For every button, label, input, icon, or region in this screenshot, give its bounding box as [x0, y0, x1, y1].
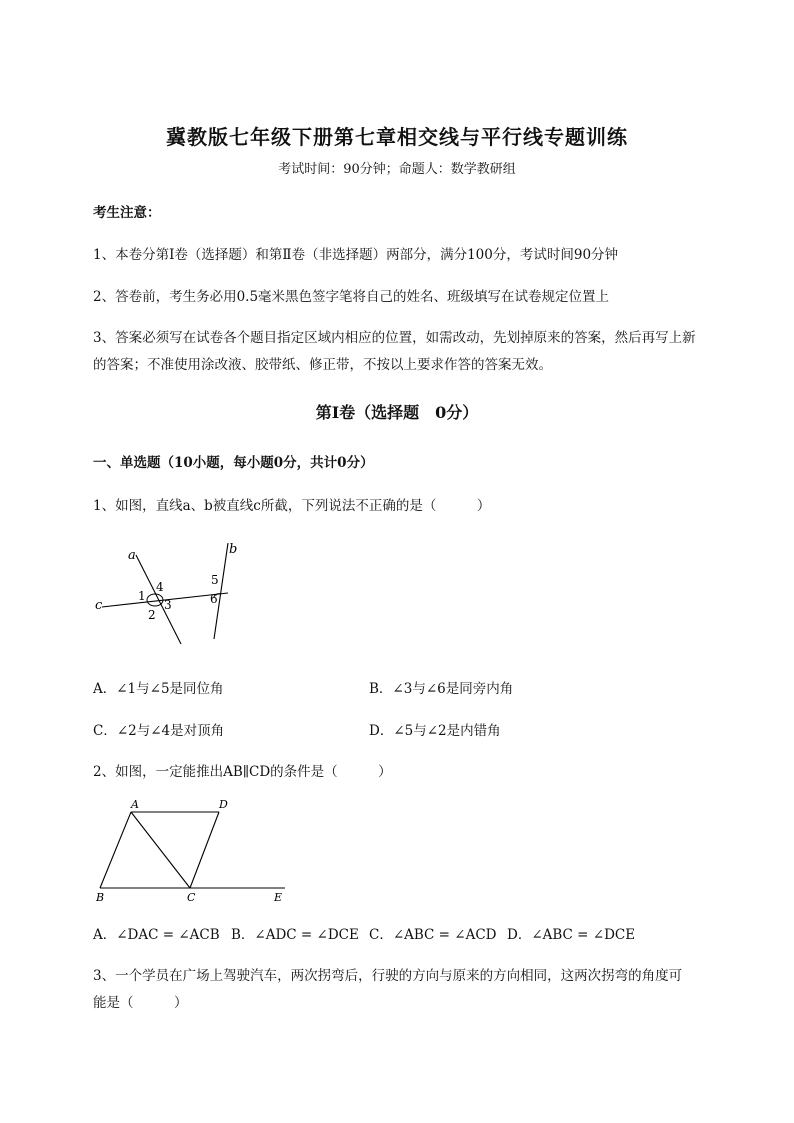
label-line-c: c: [95, 598, 103, 613]
label-angle-5: 5: [211, 573, 219, 587]
question-1-figure: [90, 538, 260, 648]
label-angle-4: 4: [156, 580, 164, 594]
label-angle-3: 3: [164, 598, 172, 612]
question-1-stem: 1、如图，直线a、b被直线c所截，下列说法不正确的是（ ）: [93, 498, 491, 514]
question-2-option-c: C．∠ABC = ∠ACD: [369, 927, 497, 943]
question-1-option-d: D．∠5与∠2是内错角: [369, 723, 501, 739]
label-angle-6: 6: [210, 592, 218, 606]
part-title: 一、单选题（10小题，每小题0分，共计0分）: [93, 455, 374, 471]
label-line-a: a: [128, 548, 136, 563]
notice-item-2: 2、答卷前，考生务必用0.5毫米黑色签字笔将自己的姓名、班级填写在试卷规定位置上: [93, 289, 610, 305]
label-point-b: B: [96, 891, 105, 904]
notice-heading: 考生注意：: [93, 205, 161, 221]
document-title: 冀教版七年级下册第七章相交线与平行线专题训练: [166, 125, 628, 149]
label-angle-2: 2: [148, 608, 156, 622]
question-2-figure: [90, 795, 300, 905]
label-line-b: b: [229, 542, 238, 557]
question-1-option-c: C．∠2与∠4是对顶角: [93, 723, 225, 739]
question-3-stem-cont: 能是（ ）: [93, 995, 188, 1011]
label-point-e: E: [274, 891, 283, 904]
exam-info: 考试时间：90分钟；命题人：数学教研组: [278, 162, 516, 177]
question-1-option-b: B．∠3与∠6是同旁内角: [369, 681, 514, 697]
label-point-a: A: [131, 798, 139, 811]
notice-item-1: 1、本卷分第Ⅰ卷（选择题）和第Ⅱ卷（非选择题）两部分，满分100分，考试时间90分钟: [93, 247, 619, 263]
label-angle-1: 1: [138, 589, 146, 603]
question-3-stem: 3、一个学员在广场上驾驶汽车，两次拐弯后，行驶的方向与原来的方向相同，这两次拐弯的角度可: [93, 968, 683, 984]
question-2-option-a: A．∠DAC = ∠ACB: [93, 927, 220, 943]
question-2-stem: 2、如图，一定能推出AB∥CD的条件是（ ）: [93, 764, 392, 780]
question-2-option-b: B．∠ADC = ∠DCE: [231, 927, 359, 943]
notice-item-3-cont: 的答案；不准使用涂改液、胶带纸、修正带，不按以上要求作答的答案无效。: [93, 357, 552, 373]
notice-item-3: 3、答案必须写在试卷各个题目指定区域内相应的位置，如需改动，先划掉原来的答案，然后再写上新: [93, 330, 696, 346]
question-2-option-d: D．∠ABC = ∠DCE: [507, 927, 636, 943]
section-title: 第Ⅰ卷（选择题 0分）: [315, 403, 479, 422]
label-point-c: C: [187, 891, 196, 904]
label-point-d: D: [219, 798, 228, 811]
question-1-option-a: A．∠1与∠5是同位角: [93, 681, 224, 697]
